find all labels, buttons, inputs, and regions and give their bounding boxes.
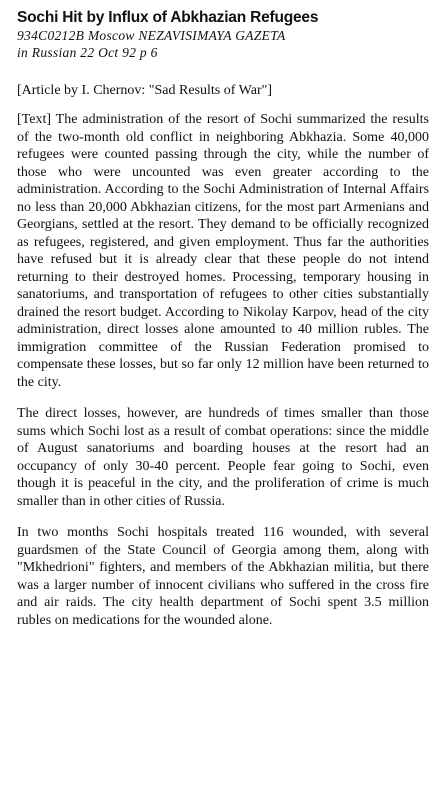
source-citation-line-2: in Russian 22 Oct 92 p 6: [17, 45, 158, 60]
article-paragraph: The direct losses, however, are hundreds of times smaller than those sums which Sochi lost as a result of combat operations: since the middle of August sanatoriums and boarding houses at the resort had an occupancy of only 30-40 percent. People fear going to Sochi, even though it is peaceful in the city, and the proliferation of crime is much smaller than in other cities of Russia.: [17, 406, 429, 509]
article-paragraph: In two months Sochi hospitals treated 116 wounded, with several guardsmen of the State Council of Georgia among them, along with "Mkhedrioni" fighters, and members of the Abkhazian militia, but there was a larger number of innocent civilians who suffered in the cross fire and air raids. The city health department of Sochi spent 3.5 million rubles on medications for the wounded alone.: [17, 525, 429, 628]
source-citation-line-1: 934C0212B Moscow NEZAVISIMAYA GAZETA: [17, 28, 286, 43]
article-headline: Sochi Hit by Influx of Abkhazian Refugees: [17, 9, 319, 26]
article-byline: [Article by I. Chernov: "Sad Results of War"]: [17, 83, 272, 98]
article-paragraph: [Text] The administration of the resort of Sochi summarized the results of the two-month old conflict in neighboring Abkhazia. Some 40,000 refugees were counted passing through the city, while the number of those who were uncounted was even greater according to the administration. According to the Sochi Administration of Internal Affairs no less than 20,000 Abkhazian citizens, for the most part Armenians and Georgians, settled at the resort. They demand to be officially recognized as refugees, registered, and given employment. Thus far the authorities have refused but it is already clear that these people do not intend returning to their destroyed homes. Processing, temporary housing in sanatoriums, and transportation of refugees to other cities substantially drained the resort budget. According to Nikolay Karpov, head of the city administration, direct losses alone amounted to 40 million rubles. The immigration committee of the Russian Federation promised to compensate these losses, but so far only 12 million have been returned to the city.: [17, 112, 429, 390]
